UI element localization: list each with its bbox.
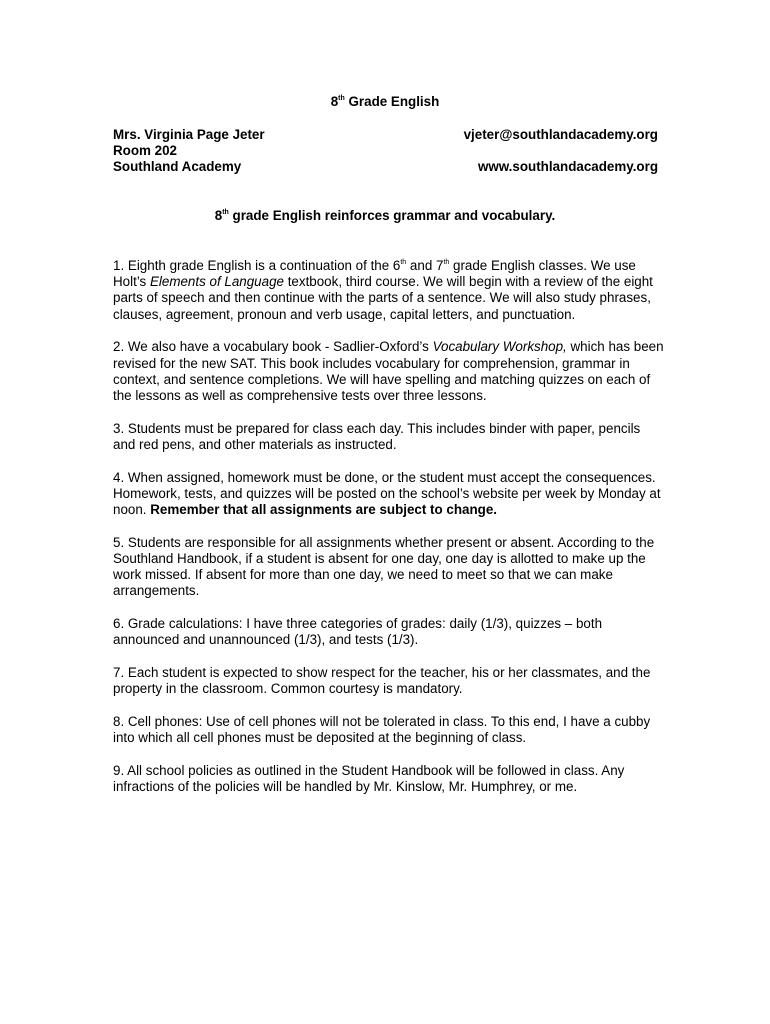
item1-sup-1: th [400,258,407,266]
policy-item-5: 5. Students are responsible for all assignments whether present or absent. According to the Southland Handbook, if a student is absent for one day, one day is allotted to make up the work missed. If absent for more than one day, we need to meet so that we can make arrangements. [113,534,655,599]
subtitle-superscript: th [222,208,229,216]
document-title [0,94,770,110]
item1-part-b: and 7 [406,258,444,273]
header-row-school [113,159,658,175]
title-text: Grade English [344,94,440,109]
subtitle-number: 8 [214,208,223,223]
header-row-room [113,143,658,159]
room-number: Room 202 [113,143,177,158]
title-number: 8 [330,94,339,109]
textbook-title: Elements of Language [149,274,284,290]
item4-bold-note: Remember that all assignments are subject to change. [150,501,498,517]
policy-item-8: 8. Cell phones: Use of cell phones will not be tolerated in class. To this end, I have a cubby into which all cell phones must be deposited at the beginning of class. [113,713,651,745]
item4-part-a: 4. When assigned, homework must be done, or the student must accept the consequences. Homework, tests, and quizzes will be posted on the school’s website per week by Monday at noon. [113,469,661,517]
policy-item-3: 3. Students must be prepared for class each day. This includes binder with paper, pencils and red pens, and other materials as instructed. [113,420,641,452]
policy-item-2 [113,339,665,404]
teacher-email: vjeter@southlandacademy.org [463,127,658,142]
school-name: Southland Academy [113,159,242,174]
header-row-teacher [113,127,658,143]
item1-part-a: 1. Eighth grade English is a continuation of the 6 [113,258,401,273]
item2-part-b: which has been revised for the new SAT. This book includes vocabulary for comprehension, grammar in context, and sentence completions. We will have spelling and matching quizzes on each of the lessons as well as comprehensive tests over three lessons. [113,339,664,403]
item1-part-c: grade English classes. We use Holt’s [113,258,636,290]
title-superscript: th [338,94,345,102]
policy-item-6: 6. Grade calculations: I have three categories of grades: daily (1/3), quizzes – both announced and unannounced (1/3), and tests (1/3). [113,615,603,648]
item1-sup-2: th [443,258,450,266]
teacher-name: Mrs. Virginia Page Jeter [113,127,265,142]
policy-item-1 [113,258,665,323]
policy-item-7: 7. Each student is expected to show respect for the teacher, his or her classmates, and the property in the classroom. Common courtesy is mandatory. [113,664,651,697]
policy-item-4 [113,470,665,519]
document-subtitle [0,208,770,224]
subtitle-text: grade English reinforces grammar and vocabulary. [228,208,556,223]
item1-part-d: textbook, third course. We will begin with a review of the eight parts of speech and then continue with the parts of a sentence. We will also study phrases, clauses, agreement, pronoun and verb usage, capital letters, and punctuation. [113,274,653,322]
policy-list [113,258,665,812]
school-website: www.southlandacademy.org [477,159,658,174]
vocabulary-book-title: Vocabulary Workshop, [432,339,567,355]
policy-item-9: 9. All school policies as outlined in the Student Handbook will be followed in class. Any infractions of the policies will be handled by Mr. Kinslow, Mr. Humphrey, or me. [113,762,625,794]
item2-part-a: 2. We also have a vocabulary book - Sadlier-Oxford’s [113,339,433,355]
